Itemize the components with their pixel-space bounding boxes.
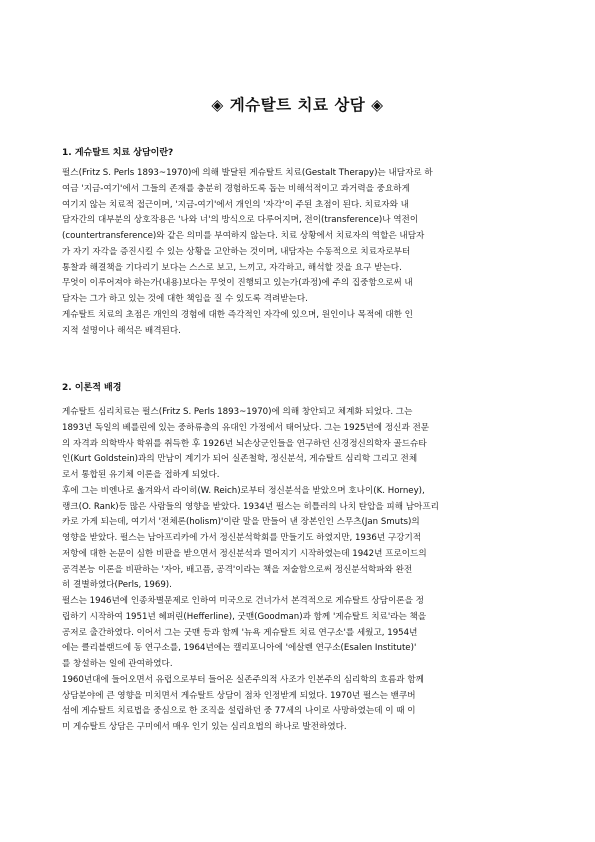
section-2-text-line: 카로 가게 되는데, 여기서 '전체론(holism)'이란 말을 만들어 낸 장본인인 스무츠(Jan Smuts)의 [62,517,420,528]
section-1-text-line: 펄스(Fritz S. Perls 1893~1970)에 의해 발달된 게슈탈트 치료(Gestalt Therapy)는 내담자로 하 [62,168,433,178]
section-2-text-line: 에는 클리블랜드에 동 연구소를, 1964년에는 캘리포니아에 '에살렌 연구소(Esalen Institute)' [62,643,417,654]
section-1-text-line: 가 자기 자각을 증진시킬 수 있는 상황을 고안하는 것이며, 내담자는 수동적으로 치료자로부터 [62,246,411,257]
section-2-text-line: 섬에 게슈탈트 치료법을 중심으로 한 조직을 설립하던 중 77세의 나이로 사망하였는데 이 때 이 [62,706,416,717]
section-2-text-line: 공저로 출간하였다. 이어서 그는 굿맨 등과 함께 '뉴욕 게슈탈트 치료 연구소'를 세웠고, 1954년 [62,627,418,638]
section-2-text-line: 게슈탈트 심리치료는 펄스(Fritz S. Perls 1893~1970)에 의해 창안되고 체계화 되었다. 그는 [62,407,413,417]
section-1-text-line: (countertransference)와 같은 의미를 부여하지 않는다. 치료 상황에서 치료자의 역할은 내담자 [62,231,425,241]
section-2-heading: 2. 이론적 배경 [62,383,122,393]
section-2-text-line: 립하기 시작하여 1951년 헤퍼린(Hefferline), 굿맨(Goodman)과 함께 '게슈탈트 치료'라는 책을 [62,611,427,622]
section-1-text-line: 담자는 그가 하고 있는 것에 대한 책임을 질 수 있도록 격려받는다. [62,294,308,304]
section-1-text-line: 지적 설명이나 해석은 배격된다. [62,325,181,336]
section-2-text-line: 상담분야에 큰 영향을 미치면서 게슈탈트 상담이 점차 인정받게 되었다. 1970년 펄스는 밴쿠버 [62,690,416,701]
section-1-text-line: 게슈탈트 치료의 초점은 개인의 경험에 대한 즉각적인 자각에 있으며, 원인이나 목적에 대한 인 [62,309,413,320]
section-1-body [62,166,534,339]
section-1-text-line: 여금 '지금-여기'에서 그들의 존재를 충분히 경험하도록 돕는 비해석적이고 과거력을 중요하게 [62,183,410,194]
section-2-text-line: 랭크(O. Rank)등 많은 사람들의 영향을 받았다. 1934년 펄스는 히틀러의 나치 탄압을 피해 남아프리 [62,501,439,512]
section-1-text-line: 여기지 않는 치료적 접근이며, '지금-여기'에서 개인의 '자각'이 주된 초점이 된다. 치료자와 내 [62,199,409,210]
section-2-text-line: 의 자격과 의학박사 학위를 취득한 후 1926년 뇌손상군인들을 연구하던 신경정신의학자 골드슈타 [62,438,427,449]
section-1-heading: 1. 게슈탈트 치료 상담이란? [62,148,174,158]
section-2-text-line: 로서 통합된 유기체 이론을 접하게 되었다. [62,470,220,480]
section-2-text-line: 펄스는 1946년에 인종차별문제로 인하여 미국으로 건너가서 본격적으로 게슈탈트 상담이론을 정 [62,596,424,606]
section-1-text-line: 무엇이 이루어져야 하는가(내용)보다는 무엇이 진행되고 있는가(과정)에 주의 집중함으로써 내 [62,278,413,289]
section-2-text-line: 공격본능 이론을 비판하는 '자아, 배고픔, 공격'이라는 책을 저술함으로써 정신분석학파와 완전 [62,564,413,575]
section-1-text-line: 통찰과 해결책을 기다리기 보다는 스스로 보고, 느끼고, 자각하고, 해석할 것을 요구 받는다. [62,262,402,273]
section-2-text-line: 1893년 독일의 베를린에 있는 중하류층의 유대인 가정에서 태어났다. 그는 1925년에 정신과 전문 [62,422,430,433]
section-2-text-line: 후에 그는 비엔나로 옮겨와서 라이히(W. Reich)로부터 정신분석을 받았으며 호나이(K. Horney), [62,485,425,496]
section-2-text-line: 저항에 대한 논문이 심한 비판을 받으면서 정신분석과 멀어지기 시작하였는데 1942년 프로이드의 [62,548,427,559]
section-2-text-line: 미 게슈탈트 상담은 구미에서 매우 인기 있는 심리요법의 하나로 발전하였다. [62,722,347,732]
section-2-text-line: 1960년대에 들어오면서 유럽으로부터 들어온 실존주의적 사조가 인본주의 심리학의 흐름과 함께 [62,674,424,685]
section-2-text-line: 히 결별하였다(Perls, 1969). [62,580,172,591]
document-title: ◈ 게슈탈트 치료 상담 ◈ [211,96,384,114]
section-2-text-line: 영향을 받았다. 펄스는 남아프리카에 가서 정신분석학회를 만들기도 하였지만, 1936년 구강기적 [62,533,422,543]
section-1-text-line: 담자간의 대부분의 상호작용은 '나와 너'의 방식으로 다루어지며, 전이(transference)나 역전이 [62,215,419,226]
section-2-text-line: 를 창설하는 일에 관여하였다. [62,659,173,669]
section-2-text-line: 인(Kurt Goldstein)과의 만남이 계기가 되어 실존철학, 정신분석, 게슈탈트 심리학 그리고 전체 [62,454,418,465]
section-2-body [62,405,534,736]
